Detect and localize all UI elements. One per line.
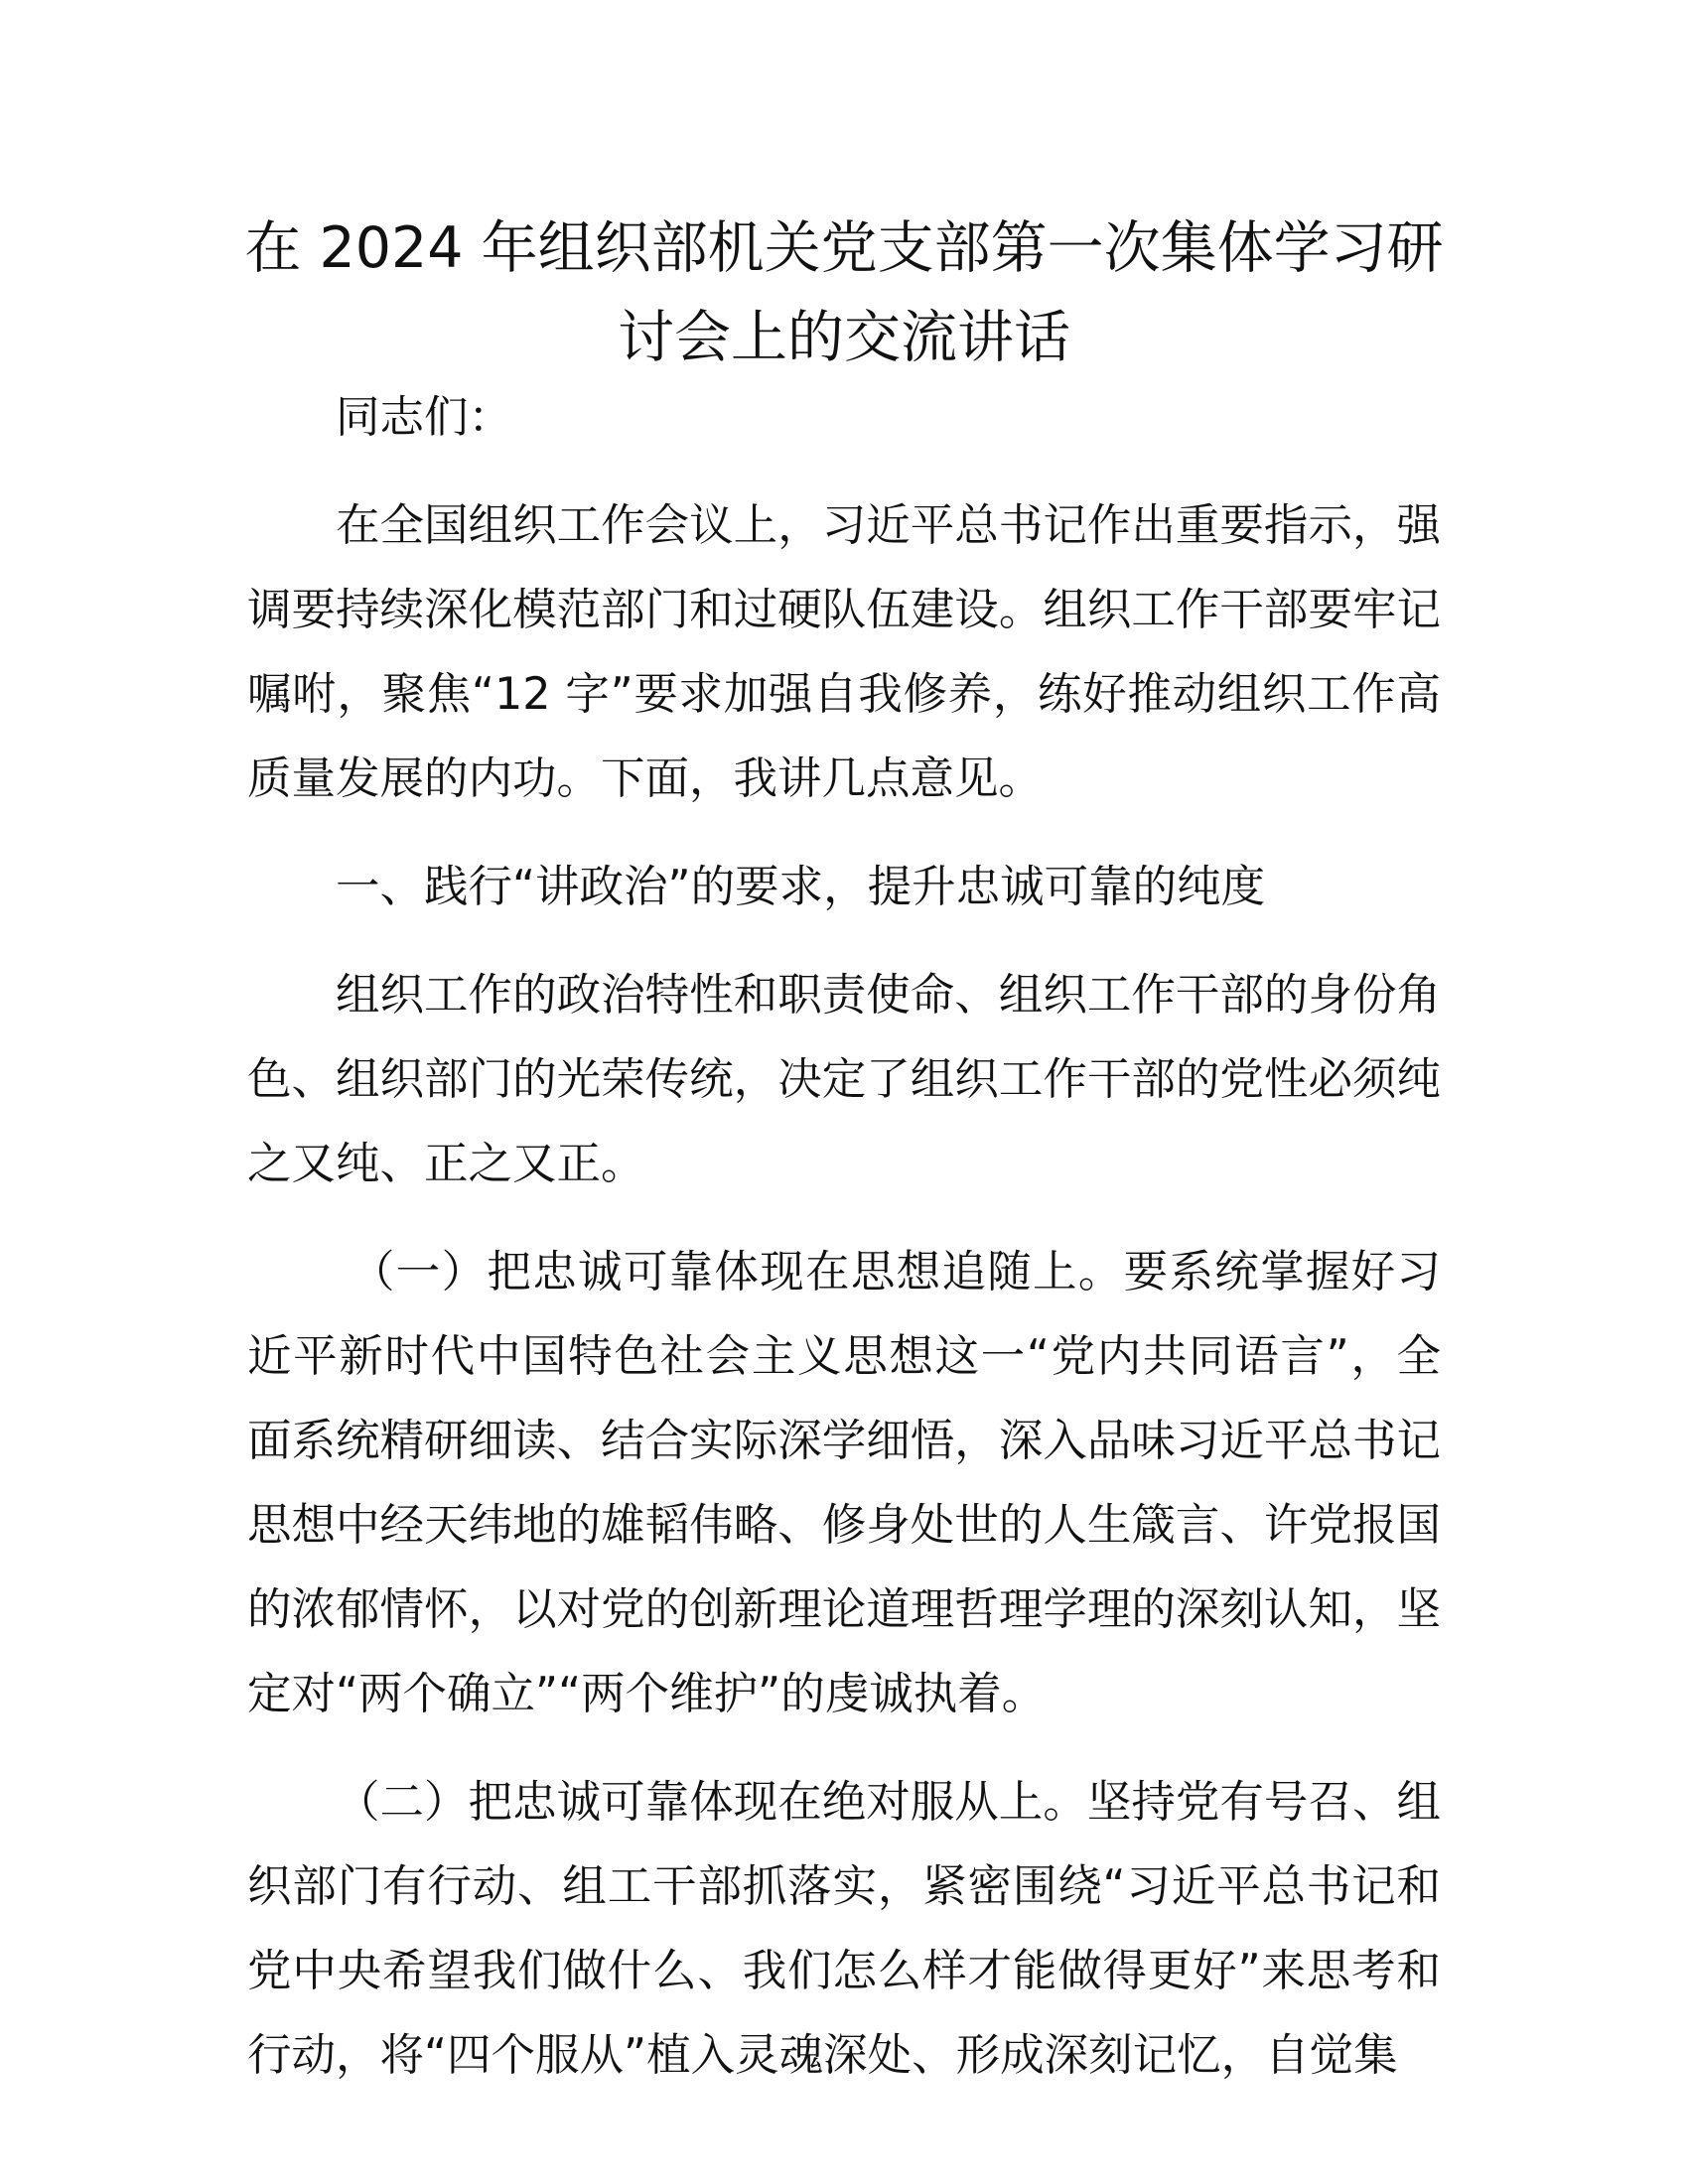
- title-line-2: 讨会上的交流讲话: [618, 305, 1070, 370]
- title-line-1: 在 2024 年组织部机关党支部第一次集体学习研: [244, 215, 1444, 281]
- salutation: 同志们：: [336, 392, 513, 443]
- intro-paragraph: 在全国组织工作会议上，习近平总书记作出重要指示，强调要持续深化模范部门和过硬队伍建设。组织工作干部要牢记嘱咐，聚焦“12 字”要求加强自我修养，练好推动组织工作高质量发展的内功。下面，我讲几点意见。: [247, 500, 1441, 804]
- subsection-2-paragraph: （二）把忠诚可靠体现在绝对服从上。坚持党有号召、组织部门有行动、组工干部抓落实，紧密围绕“习近平总书记和党中央希望我们做什么、我们怎么样才能做得更好”来思考和行动，将“四个服从”植入灵魂深处、形成深刻记忆，自觉集: [247, 1777, 1441, 2081]
- document-body: [247, 375, 1441, 2121]
- section-1-paragraph: 组织工作的政治特性和职责使命、组织工作干部的身份角色、组织部门的光荣传统，决定了组织工作干部的党性必须纯之又纯、正之又正。: [247, 970, 1441, 1189]
- subsection-1-paragraph: （一）把忠诚可靠体现在思想追随上。要系统掌握好习近平新时代中国特色社会主义思想这一“党内共同语言”，全面系统精研细读、结合实际深学细悟，深入品味习近平总书记思想中经天纬地的雄韬伟略、修身处世的人生箴言、许党报国的浓郁情怀，以对党的创新理论道理哲理学理的深刻认知，坚定对“两个确立”“两个维护”的虔诚执着。: [247, 1247, 1441, 1719]
- section-heading-1: 一、践行“讲政治”的要求，提升忠诚可靠的纯度: [336, 862, 1266, 912]
- document-title: [218, 204, 1470, 382]
